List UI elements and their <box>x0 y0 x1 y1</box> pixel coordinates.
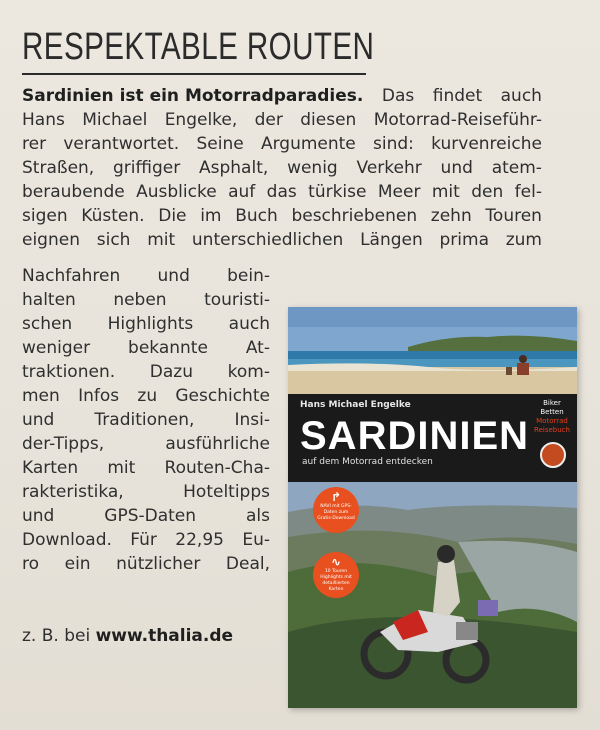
word: Touren <box>485 206 542 226</box>
word: wenig <box>287 158 338 178</box>
word: traktionen. <box>22 362 116 382</box>
word: ausführliche <box>165 434 270 454</box>
text-line <box>22 528 270 552</box>
beach-photo <box>288 307 577 394</box>
word: auch <box>228 314 270 334</box>
word: rer <box>22 134 47 154</box>
word: bekannte <box>128 338 208 358</box>
word: atem- <box>491 158 542 178</box>
word: Das <box>381 86 415 106</box>
text-line <box>22 360 270 384</box>
word: unterschiedlichen <box>191 230 344 250</box>
word: sigen <box>22 206 68 226</box>
word: Motorrad-Reiseführ- <box>373 110 542 130</box>
series-line-3: Reisebuch <box>534 426 570 434</box>
last-line <box>22 624 233 648</box>
text-line <box>22 552 270 576</box>
word: und <box>157 266 190 286</box>
word: mit <box>431 182 460 202</box>
word: neben <box>113 290 167 310</box>
route-arrow-icon: ↱ <box>330 490 342 504</box>
word: Engelke, <box>164 110 238 130</box>
word: touristi- <box>204 290 270 310</box>
book-cover <box>288 307 577 708</box>
text-line <box>22 312 270 336</box>
book-subtitle: auf dem Motorrad entdecken <box>302 457 433 467</box>
word: Hoteltipps <box>183 482 270 502</box>
word: Routen-Cha- <box>164 458 270 478</box>
navi-badge <box>313 487 359 533</box>
word: eignen <box>22 230 80 250</box>
text-line <box>22 336 270 360</box>
word: Hans <box>22 110 65 130</box>
word: Dazu <box>149 362 193 382</box>
text-line <box>22 432 270 456</box>
word: Ausblicke <box>136 182 217 202</box>
word: sind: <box>373 134 414 154</box>
word: zehn <box>430 206 472 226</box>
word: mit <box>147 230 176 250</box>
word: Verkehr <box>356 158 422 178</box>
word: 22,95 <box>175 530 224 550</box>
word: mit <box>107 458 136 478</box>
word: GPS-Daten <box>104 506 197 526</box>
text-line <box>22 228 542 252</box>
word: sich <box>96 230 131 250</box>
text-line <box>22 504 270 528</box>
word: Michael <box>82 110 148 130</box>
word: den <box>471 182 504 202</box>
word: Traditionen, <box>94 410 195 430</box>
word: rakteristika, <box>22 482 124 502</box>
route-wave-icon: ∿ <box>330 555 342 569</box>
word: Karten <box>22 458 79 478</box>
word: auch <box>500 86 542 106</box>
word: türkise <box>308 182 367 202</box>
title-band <box>288 394 577 482</box>
word: ein <box>64 554 91 574</box>
text-line <box>22 204 542 228</box>
word: halten <box>22 290 76 310</box>
word: der-Tipps, <box>22 434 105 454</box>
text-line <box>22 156 542 180</box>
lead-line <box>22 84 542 108</box>
word: Straßen, <box>22 158 95 178</box>
word: bein- <box>227 266 270 286</box>
text-line <box>22 480 270 504</box>
navi-badge-text: NAVI mit GPS-Daten zum Gratis-Download <box>317 504 355 521</box>
word: beschriebenen <box>291 206 418 226</box>
word: Buch <box>235 206 278 226</box>
last-line-prefix: z. B. bei <box>22 626 91 646</box>
word: schen <box>22 314 73 334</box>
word: im <box>200 206 222 226</box>
word: beraubende <box>22 182 125 202</box>
word: Küsten. <box>81 206 145 226</box>
word: nützlicher <box>116 554 201 574</box>
word: Meer <box>377 182 421 202</box>
word: als <box>245 506 270 526</box>
text-line <box>22 408 270 432</box>
text-line <box>22 180 542 204</box>
word: und <box>22 410 55 430</box>
word: diesen <box>300 110 357 130</box>
word: Für <box>130 530 157 550</box>
word: der <box>254 110 283 130</box>
text-line <box>22 288 270 312</box>
word: fel- <box>514 182 542 202</box>
sardinia-seal-icon <box>540 442 566 468</box>
book-author: Hans Michael Engelke <box>300 400 411 410</box>
series-brand: Biker Betten <box>540 399 564 416</box>
word: das <box>266 182 297 202</box>
word: findet <box>432 86 483 106</box>
word: Die <box>158 206 187 226</box>
word: Nachfahren <box>22 266 121 286</box>
word: Deal, <box>225 554 270 574</box>
word: Längen <box>360 230 423 250</box>
word: Highlights <box>107 314 194 334</box>
word: men <box>22 386 60 406</box>
thalia-link[interactable]: www.thalia.de <box>95 626 234 646</box>
word: Asphalt, <box>199 158 269 178</box>
word: Argumente <box>260 134 356 154</box>
word: Seine <box>196 134 244 154</box>
section-heading: RESPEKTABLE ROUTEN <box>22 26 375 68</box>
word: weniger <box>22 338 91 358</box>
book-title: SARDINIEN <box>300 414 530 458</box>
tours-badge <box>313 552 359 598</box>
series-logo <box>532 399 572 435</box>
text-line <box>22 384 270 408</box>
word: auf <box>228 182 256 202</box>
text-line <box>22 108 542 132</box>
word: Geschichte <box>175 386 270 406</box>
text-line <box>22 456 270 480</box>
text-line <box>22 132 542 156</box>
word: Insi- <box>234 410 270 430</box>
word: kom- <box>227 362 270 382</box>
lead-bold-sentence: Sardinien ist ein Motorradparadies. <box>22 86 364 106</box>
word: verantwortet. <box>63 134 180 154</box>
series-line-2: Motorrad <box>536 417 568 425</box>
word: kurvenreiche <box>431 134 542 154</box>
word: und <box>22 506 55 526</box>
word: Download. <box>22 530 112 550</box>
tours-badge-text: 10 Touren Highlights mit detaillierten Karten <box>320 569 352 592</box>
word: At- <box>245 338 270 358</box>
word: prima <box>439 230 489 250</box>
word: zum <box>505 230 542 250</box>
text-line <box>22 264 270 288</box>
word: ro <box>22 554 40 574</box>
word: Infos <box>78 386 120 406</box>
word: und <box>440 158 473 178</box>
word: Eu- <box>242 530 270 550</box>
word: zu <box>137 386 158 406</box>
word: griffiger <box>113 158 181 178</box>
heading-underline <box>22 73 366 75</box>
